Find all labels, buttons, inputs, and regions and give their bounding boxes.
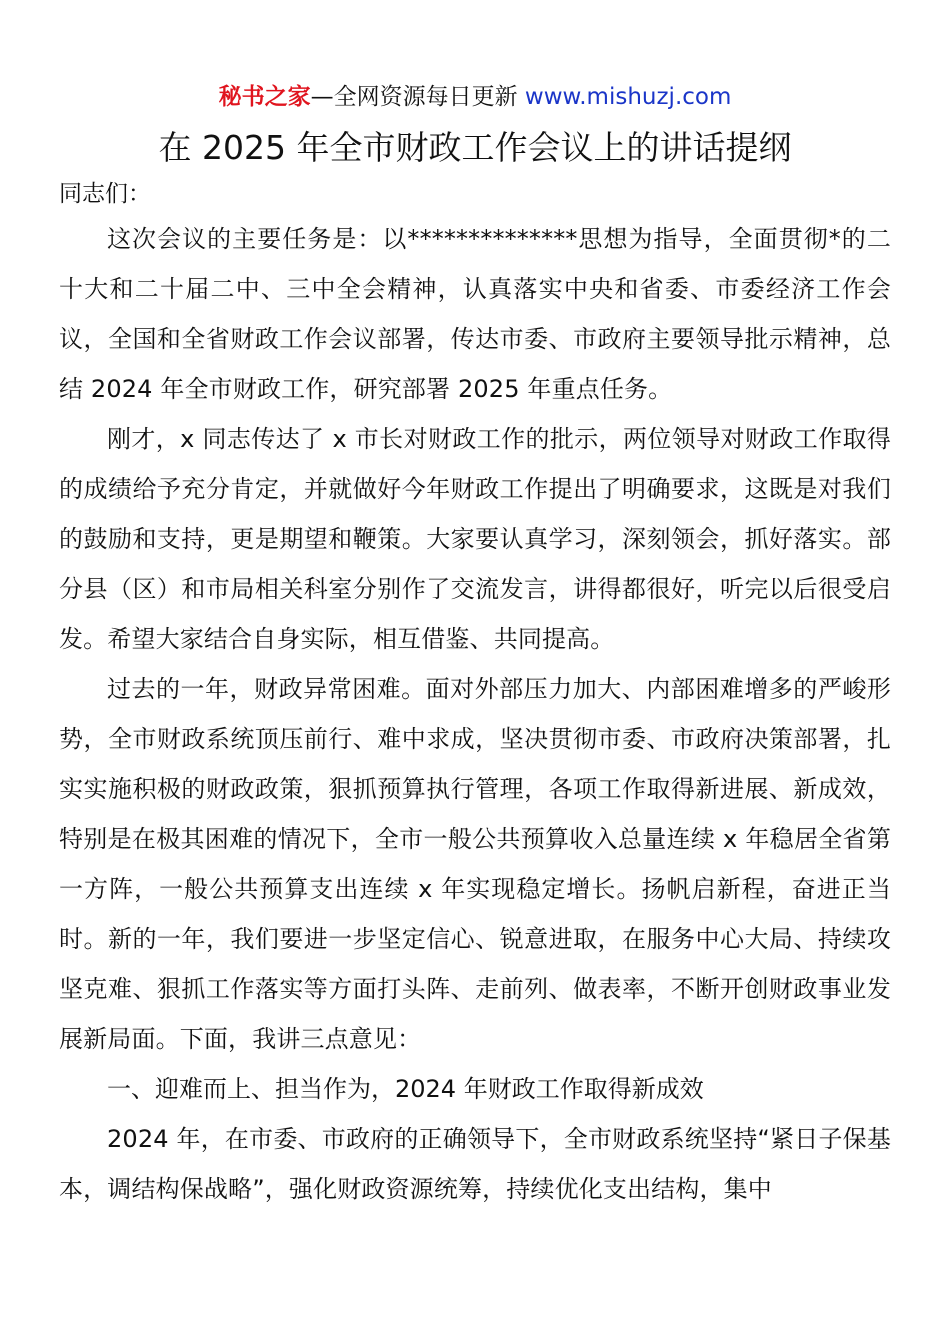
paragraph-review: 过去的一年，财政异常困难。面对外部压力加大、内部困难增多的严峻形势，全市财政系统顶压前行、难中求成，坚决贯彻市委、市政府决策部署，扎实实施积极的财政政策，狠抓预算执行管理，各项工作取得新进展、新成效，特别是在极其困难的情况下，全市一般公共预算收入总量连续 x 年稳居全省第一方阵，一般公共预算支出连续 x 年实现稳定增长。扬帆启新程，奋进正当时。新的一年，我们要进一步坚定信心、锐意进取，在服务中心大局、持续攻坚克难、狠抓工作落实等方面打头阵、走前列、做表率，不断开创财政事业发展新局面。下面，我讲三点意见： <box>59 675 891 1053</box>
salutation: 同志们： <box>59 181 151 207</box>
header-tagline: —全网资源每日更新 <box>310 84 518 110</box>
paragraph-intro: 这次会议的主要任务是：以**************思想为指导，全面贯彻*的二十大和二十届二中、三中全会精神，认真落实中央和省委、市委经济工作会议，全国和全省财政工作会议部署，传达市委、市政府主要领导批示精神，总结 2024 年全市财政工作，研究部署 2025 年重点任务。 <box>59 225 891 403</box>
document-body <box>59 174 891 1214</box>
site-header <box>0 82 950 112</box>
site-link[interactable]: www.mishuzj.com <box>524 84 732 110</box>
brand-name: 秘书之家 <box>218 84 311 110</box>
section-heading-1: 一、迎难而上、担当作为，2024 年财政工作取得新成效 <box>107 1075 704 1103</box>
paragraph-2024: 2024 年，在市委、市政府的正确领导下，全市财政系统坚持“紧日子保基本，调结构保战略”，强化财政资源统筹，持续优化支出结构，集中 <box>59 1125 891 1203</box>
document-title: 在 2025 年全市财政工作会议上的讲话提纲 <box>158 128 792 167</box>
paragraph-remarks: 刚才，x 同志传达了 x 市长对财政工作的批示，两位领导对财政工作取得的成绩给予充分肯定，并就做好今年财政工作提出了明确要求，这既是对我们的鼓励和支持，更是期望和鞭策。大家要认真学习，深刻领会，抓好落实。部分县（区）和市局相关科室分别作了交流发言，讲得都很好，听完以后很受启发。希望大家结合自身实际，相互借鉴、共同提高。 <box>59 425 891 653</box>
